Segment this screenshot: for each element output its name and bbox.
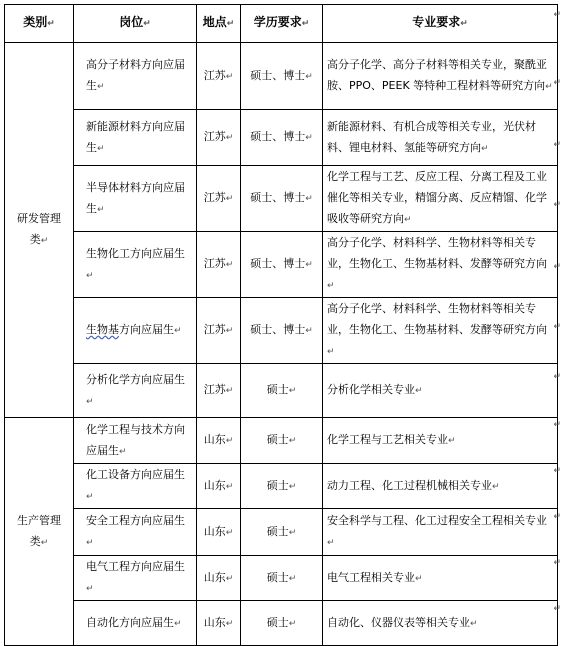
table-row bbox=[5, 509, 558, 556]
position-cell: 电气工程方向应届生↵ bbox=[74, 556, 197, 601]
location-cell: 山东↵ bbox=[197, 556, 241, 601]
degree-cell: 硕士、博士↵ bbox=[241, 166, 323, 232]
category-cell-production: 生产管理类↵ bbox=[5, 418, 74, 646]
major-cell: 化学工程与工艺相关专业↵ bbox=[323, 418, 558, 464]
table-row bbox=[5, 232, 558, 298]
table-row bbox=[5, 556, 558, 601]
position-cell: 自动化方向应届生↵ bbox=[74, 601, 197, 646]
row-end-mark: ↵ bbox=[553, 78, 561, 88]
major-cell: 电气工程相关专业↵ bbox=[323, 556, 558, 601]
location-cell: 江苏↵ bbox=[197, 232, 241, 298]
position-cell: 安全工程方向应届生↵ bbox=[74, 509, 197, 556]
location-cell: 山东↵ bbox=[197, 509, 241, 556]
row-end-mark: ↵ bbox=[553, 372, 561, 382]
row-end-mark: ↵ bbox=[553, 140, 561, 150]
major-cell: 自动化、仪器仪表等相关专业↵ bbox=[323, 601, 558, 646]
position-cell: 半导体材料方向应届生↵ bbox=[74, 166, 197, 232]
table-row bbox=[5, 298, 558, 364]
table-row bbox=[5, 166, 558, 232]
position-cell: 生物化工方向应届生↵ bbox=[74, 232, 197, 298]
row-end-mark: ↵ bbox=[553, 512, 561, 522]
header-row bbox=[5, 5, 558, 43]
degree-cell: 硕士、博士↵ bbox=[241, 232, 323, 298]
header-category: 类别↵ bbox=[5, 5, 74, 43]
position-cell: 分析化学方向应届生↵ bbox=[74, 364, 197, 418]
location-cell: 江苏↵ bbox=[197, 166, 241, 232]
location-cell: 山东↵ bbox=[197, 464, 241, 509]
header-major: 专业要求↵ bbox=[323, 5, 558, 43]
row-end-mark: ↵ bbox=[553, 558, 561, 568]
degree-cell: 硕士、博士↵ bbox=[241, 110, 323, 166]
header-location: 地点↵ bbox=[197, 5, 241, 43]
location-cell: 江苏↵ bbox=[197, 364, 241, 418]
row-end-mark: ↵ bbox=[553, 420, 561, 430]
category-cell-rd: 研发管理类↵ bbox=[5, 43, 74, 418]
degree-cell: 硕士、博士↵ bbox=[241, 298, 323, 364]
major-cell: 新能源材料、有机合成等相关专业，光伏材料、锂电材料、氢能等研究方向↵ bbox=[323, 110, 558, 166]
row-end-mark: ↵ bbox=[553, 200, 561, 210]
header-position: 岗位↵ bbox=[74, 5, 197, 43]
row-end-mark: ↵ bbox=[553, 466, 561, 476]
major-cell: 化学工程与工艺、反应工程、分离工程及工业催化等相关专业，精馏分离、反应精馏、化学吸收等研究方向↵ bbox=[323, 166, 558, 232]
major-cell: 安全科学与工程、化工过程安全工程相关专业↵ bbox=[323, 509, 558, 556]
position-cell: 生物基方向应届生↵ bbox=[74, 298, 197, 364]
position-cell: 高分子材料方向应届生↵ bbox=[74, 43, 197, 110]
degree-cell: 硕士↵ bbox=[241, 464, 323, 509]
location-cell: 江苏↵ bbox=[197, 298, 241, 364]
table-row bbox=[5, 43, 558, 110]
position-cell: 新能源材料方向应届生↵ bbox=[74, 110, 197, 166]
row-end-mark: ↵ bbox=[553, 262, 561, 272]
degree-cell: 硕士、博士↵ bbox=[241, 43, 323, 110]
major-cell: 高分子化学、材料科学、生物材料等相关专业，生物化工、生物基材料、发酵等研究方向↵ bbox=[323, 232, 558, 298]
degree-cell: 硕士↵ bbox=[241, 418, 323, 464]
header-degree: 学历要求↵ bbox=[241, 5, 323, 43]
row-end-mark: ↵ bbox=[553, 604, 561, 614]
major-cell: 分析化学相关专业↵ bbox=[323, 364, 558, 418]
major-cell: 高分子化学、材料科学、生物材料等相关专业，生物化工、生物基材料、发酵等研究方向↵ bbox=[323, 298, 558, 364]
degree-cell: 硕士↵ bbox=[241, 364, 323, 418]
row-end-mark: ↵ bbox=[553, 10, 561, 20]
job-table bbox=[4, 4, 558, 646]
table-row bbox=[5, 601, 558, 646]
table-row bbox=[5, 110, 558, 166]
degree-cell: 硕士↵ bbox=[241, 509, 323, 556]
position-cell: 化工设备方向应届生↵ bbox=[74, 464, 197, 509]
table-row bbox=[5, 418, 558, 464]
major-cell: 高分子化学、高分子材料等相关专业，聚酰亚胺、PPO、PEEK 等特种工程材料等研究方向↵ bbox=[323, 43, 558, 110]
position-cell: 化学工程与技术方向应届生↵ bbox=[74, 418, 197, 464]
location-cell: 山东↵ bbox=[197, 601, 241, 646]
location-cell: 山东↵ bbox=[197, 418, 241, 464]
degree-cell: 硕士↵ bbox=[241, 556, 323, 601]
major-cell: 动力工程、化工过程机械相关专业↵ bbox=[323, 464, 558, 509]
table-row bbox=[5, 464, 558, 509]
location-cell: 江苏↵ bbox=[197, 43, 241, 110]
degree-cell: 硕士↵ bbox=[241, 601, 323, 646]
location-cell: 江苏↵ bbox=[197, 110, 241, 166]
table-row bbox=[5, 364, 558, 418]
row-end-mark: ↵ bbox=[553, 322, 561, 332]
